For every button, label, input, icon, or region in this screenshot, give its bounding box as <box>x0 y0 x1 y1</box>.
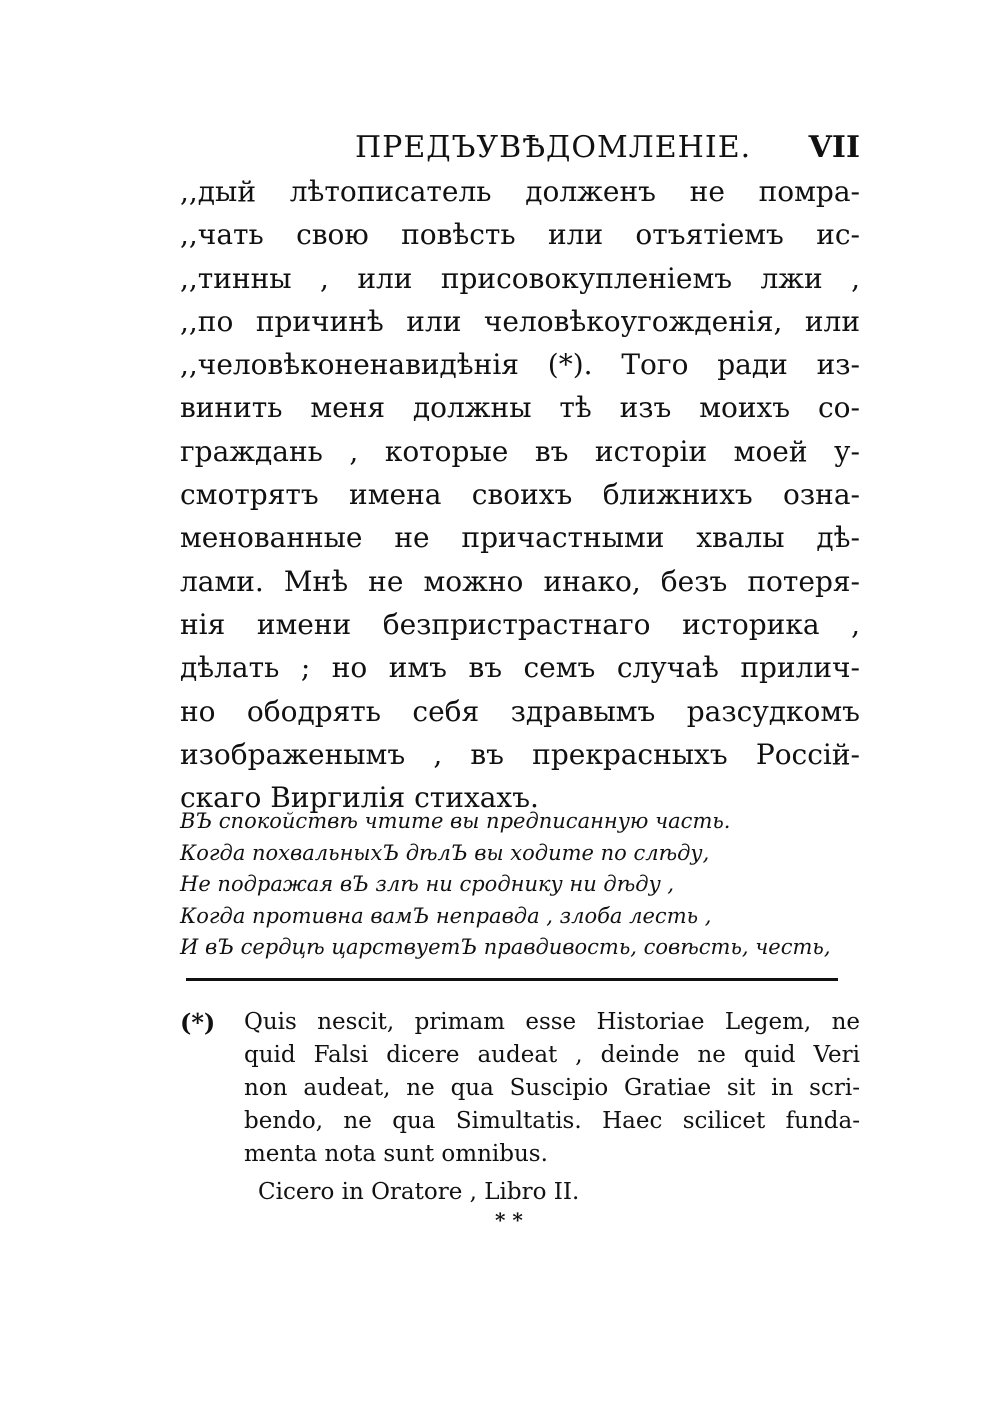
text-line: ,,человѣконенавидѣнія (*). Того ради из- <box>180 348 860 382</box>
signature-mark: * * <box>495 1208 523 1232</box>
verse-line: ВЪ спокойствѣ чтите вы предписанную часть. <box>180 809 731 833</box>
footnote-line: Quis nescit, primam esse Historiae Legem, ne <box>244 1009 860 1035</box>
text-line: нія имени безпристрастнаго историка , <box>180 607 860 641</box>
verse-quotation <box>180 806 860 964</box>
verse-line: Когда противна вамЪ неправда , злоба лесть , <box>180 903 712 928</box>
text-line: изображенымъ , въ прекрасныхъ Россій- <box>180 737 860 771</box>
page-header <box>180 130 860 170</box>
verse-line: Не подражая вЪ злѣ ни сроднику ни дѣду , <box>180 872 675 897</box>
text-line: смотрятъ имена своихъ ближнихъ озна- <box>180 478 860 512</box>
footnote-mark: (*) <box>180 1008 216 1037</box>
text-line: винить меня должны тѣ изъ моихъ со- <box>180 391 860 425</box>
footnote-text <box>244 1006 860 1171</box>
text-line: скаго Виргилія стихахъ. <box>180 781 539 815</box>
text-line: менованные не причастными хвалы дѣ- <box>180 521 860 555</box>
verse-line: И вЪ сердцѣ царствуетЪ правдивость, совѣсть, честь, <box>180 935 831 960</box>
text-line: ,,по причинѣ или человѣкоугожденія, или <box>180 304 860 338</box>
main-text <box>180 170 860 819</box>
verse-line: Когда похвальныхЪ дѣлЪ вы ходите по слѣду, <box>180 840 710 865</box>
footnote-line: bendo, ne qua Simultatis. Haec scilicet funda- <box>244 1108 860 1134</box>
text-line: ,,тинны , или присовокупленіемъ лжи , <box>180 261 860 295</box>
text-line: граждань , которые въ исторіи моей у- <box>180 434 860 468</box>
running-title: ПРЕДЪУВѢДОМЛЕНІЕ. <box>355 130 752 165</box>
page-number: VII <box>808 130 860 165</box>
footnote-line: non audeat, ne qua Suscipio Gratiae sit in scri- <box>244 1075 860 1101</box>
text-line: но ободрять себя здравымъ разсудкомъ <box>180 694 860 728</box>
footnote-attribution: Cicero in Oratore , Libro II. <box>258 1179 580 1205</box>
footnote-line: quid Falsi dicere audeat , deinde ne quid Veri <box>244 1042 860 1068</box>
text-line: дѣлать ; но имъ въ семъ случаѣ прилич- <box>180 651 860 685</box>
text-line: ,,дый лѣтописатель долженъ не помра- <box>180 175 860 208</box>
footnote-line: menta nota sunt omnibus. <box>244 1141 548 1167</box>
text-line: ,,чать свою повѣсть или отъятіемъ ис- <box>180 218 860 252</box>
text-line: лами. Мнѣ не можно инако, безъ потеря- <box>180 564 860 598</box>
footnote-divider <box>186 978 838 981</box>
